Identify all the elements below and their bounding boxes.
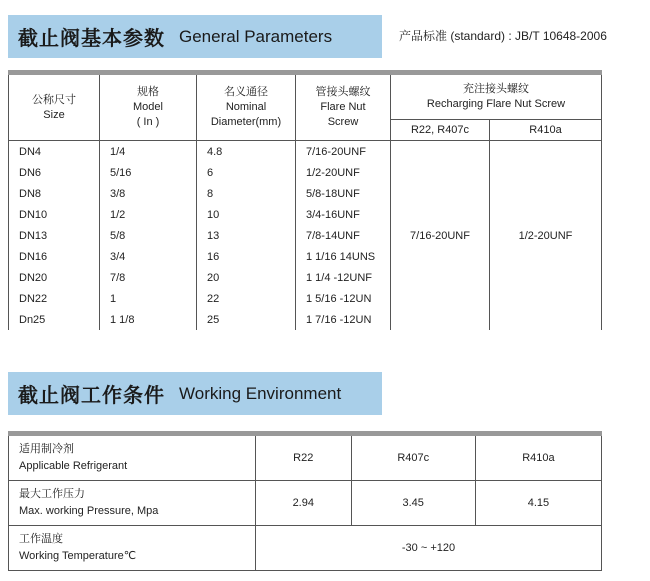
diameter-cell: 20 xyxy=(197,267,296,288)
header-model-en: Model xyxy=(133,101,163,113)
model-cell: 1/4 xyxy=(100,141,197,163)
working-environment-table xyxy=(8,431,602,571)
size-cell: DN8 xyxy=(9,183,100,204)
diameter-cell: 8 xyxy=(197,183,296,204)
header-flare-en1: Flare Nut xyxy=(320,101,366,113)
header-recharge-cn: 充注接头螺纹 xyxy=(463,83,529,95)
refrigerant-label-en: Applicable Refrigerant xyxy=(19,460,128,472)
flare-cell: 1 5/16 -12UN xyxy=(296,288,391,309)
flare-cell: 7/8-14UNF xyxy=(296,225,391,246)
header-diameter-en1: Nominal xyxy=(225,101,267,113)
flare-cell: 1 1/16 14UNS xyxy=(296,246,391,267)
size-cell: DN16 xyxy=(9,246,100,267)
pressure-r410a: 4.15 xyxy=(475,481,601,526)
temperature-label-cn: 工作温度 xyxy=(19,533,63,545)
pressure-r22: 2.94 xyxy=(256,481,352,526)
section-title-cn: 截止阀工作条件 xyxy=(18,385,165,407)
header-diameter xyxy=(197,73,296,141)
header-flare-en2: Screw xyxy=(327,116,359,128)
pressure-r407c: 3.45 xyxy=(351,481,475,526)
size-cell: DN20 xyxy=(9,267,100,288)
model-cell: 5/16 xyxy=(100,162,197,183)
model-cell: 3/8 xyxy=(100,183,197,204)
header-model xyxy=(100,73,197,141)
table-row xyxy=(9,141,602,163)
flare-cell: 3/4-16UNF xyxy=(296,204,391,225)
diameter-cell: 6 xyxy=(197,162,296,183)
flare-cell: 1 1/4 -12UNF xyxy=(296,267,391,288)
size-cell: Dn25 xyxy=(9,309,100,330)
pressure-label-en: Max. working Pressure, Mpa xyxy=(19,505,159,517)
recharge-r22-cell: 7/16-20UNF xyxy=(391,141,490,331)
header-flare xyxy=(296,73,391,141)
temperature-row xyxy=(9,526,602,571)
header-model-unit: ( In ) xyxy=(136,116,160,128)
temperature-label xyxy=(9,526,256,571)
header-model-cn: 规格 xyxy=(137,86,159,98)
flare-cell: 1 7/16 -12UN xyxy=(296,309,391,330)
size-cell: DN13 xyxy=(9,225,100,246)
section-header-working-environment xyxy=(8,372,382,415)
size-cell: DN4 xyxy=(9,141,100,163)
header-r410a: R410a xyxy=(490,120,602,141)
diameter-cell: 16 xyxy=(197,246,296,267)
size-cell: DN22 xyxy=(9,288,100,309)
section-title-cn: 截止阀基本参数 xyxy=(18,28,165,50)
model-cell: 3/4 xyxy=(100,246,197,267)
refrigerant-r22: R22 xyxy=(256,434,352,481)
pressure-row xyxy=(9,481,602,526)
model-cell: 1 1/8 xyxy=(100,309,197,330)
standard-label: 产品标准 (standard) : JB/T 10648-2006 xyxy=(399,29,607,43)
refrigerant-label xyxy=(9,434,256,481)
header-flare-cn: 管接头螺纹 xyxy=(315,86,371,98)
temperature-label-en: Working Temperature℃ xyxy=(19,550,137,562)
diameter-cell: 22 xyxy=(197,288,296,309)
model-cell: 7/8 xyxy=(100,267,197,288)
header-recharge xyxy=(391,73,602,120)
refrigerant-r407c: R407c xyxy=(351,434,475,481)
diameter-cell: 13 xyxy=(197,225,296,246)
header-diameter-cn: 名义通径 xyxy=(224,86,268,98)
flare-cell: 7/16-20UNF xyxy=(296,141,391,163)
pressure-label-cn: 最大工作压力 xyxy=(19,488,85,500)
model-cell: 1/2 xyxy=(100,204,197,225)
flare-cell: 5/8-18UNF xyxy=(296,183,391,204)
pressure-label xyxy=(9,481,256,526)
recharge-r410a-cell: 1/2-20UNF xyxy=(490,141,602,331)
header-r22: R22, R407c xyxy=(391,120,490,141)
diameter-cell: 4.8 xyxy=(197,141,296,163)
section-header-general-parameters xyxy=(8,15,382,58)
refrigerant-label-cn: 适用制冷剂 xyxy=(19,443,74,455)
model-cell: 1 xyxy=(100,288,197,309)
size-cell: DN10 xyxy=(9,204,100,225)
header-size-en: Size xyxy=(43,108,65,121)
header-row-1 xyxy=(9,73,602,120)
refrigerant-row xyxy=(9,434,602,481)
diameter-cell: 10 xyxy=(197,204,296,225)
general-parameters-table xyxy=(8,70,602,330)
flare-cell: 1/2-20UNF xyxy=(296,162,391,183)
section-title-en: General Parameters xyxy=(179,26,333,46)
section-title-en: Working Environment xyxy=(179,383,342,403)
header-size-cn: 公称尺寸 xyxy=(32,93,76,106)
size-cell: DN6 xyxy=(9,162,100,183)
refrigerant-r410a: R410a xyxy=(475,434,601,481)
header-recharge-en: Recharging Flare Nut Screw xyxy=(426,98,566,110)
header-size xyxy=(9,73,100,141)
model-cell: 5/8 xyxy=(100,225,197,246)
header-diameter-en2: Diameter(mm) xyxy=(210,116,282,128)
temperature-value: -30 ~ +120 xyxy=(256,526,602,571)
diameter-cell: 25 xyxy=(197,309,296,330)
